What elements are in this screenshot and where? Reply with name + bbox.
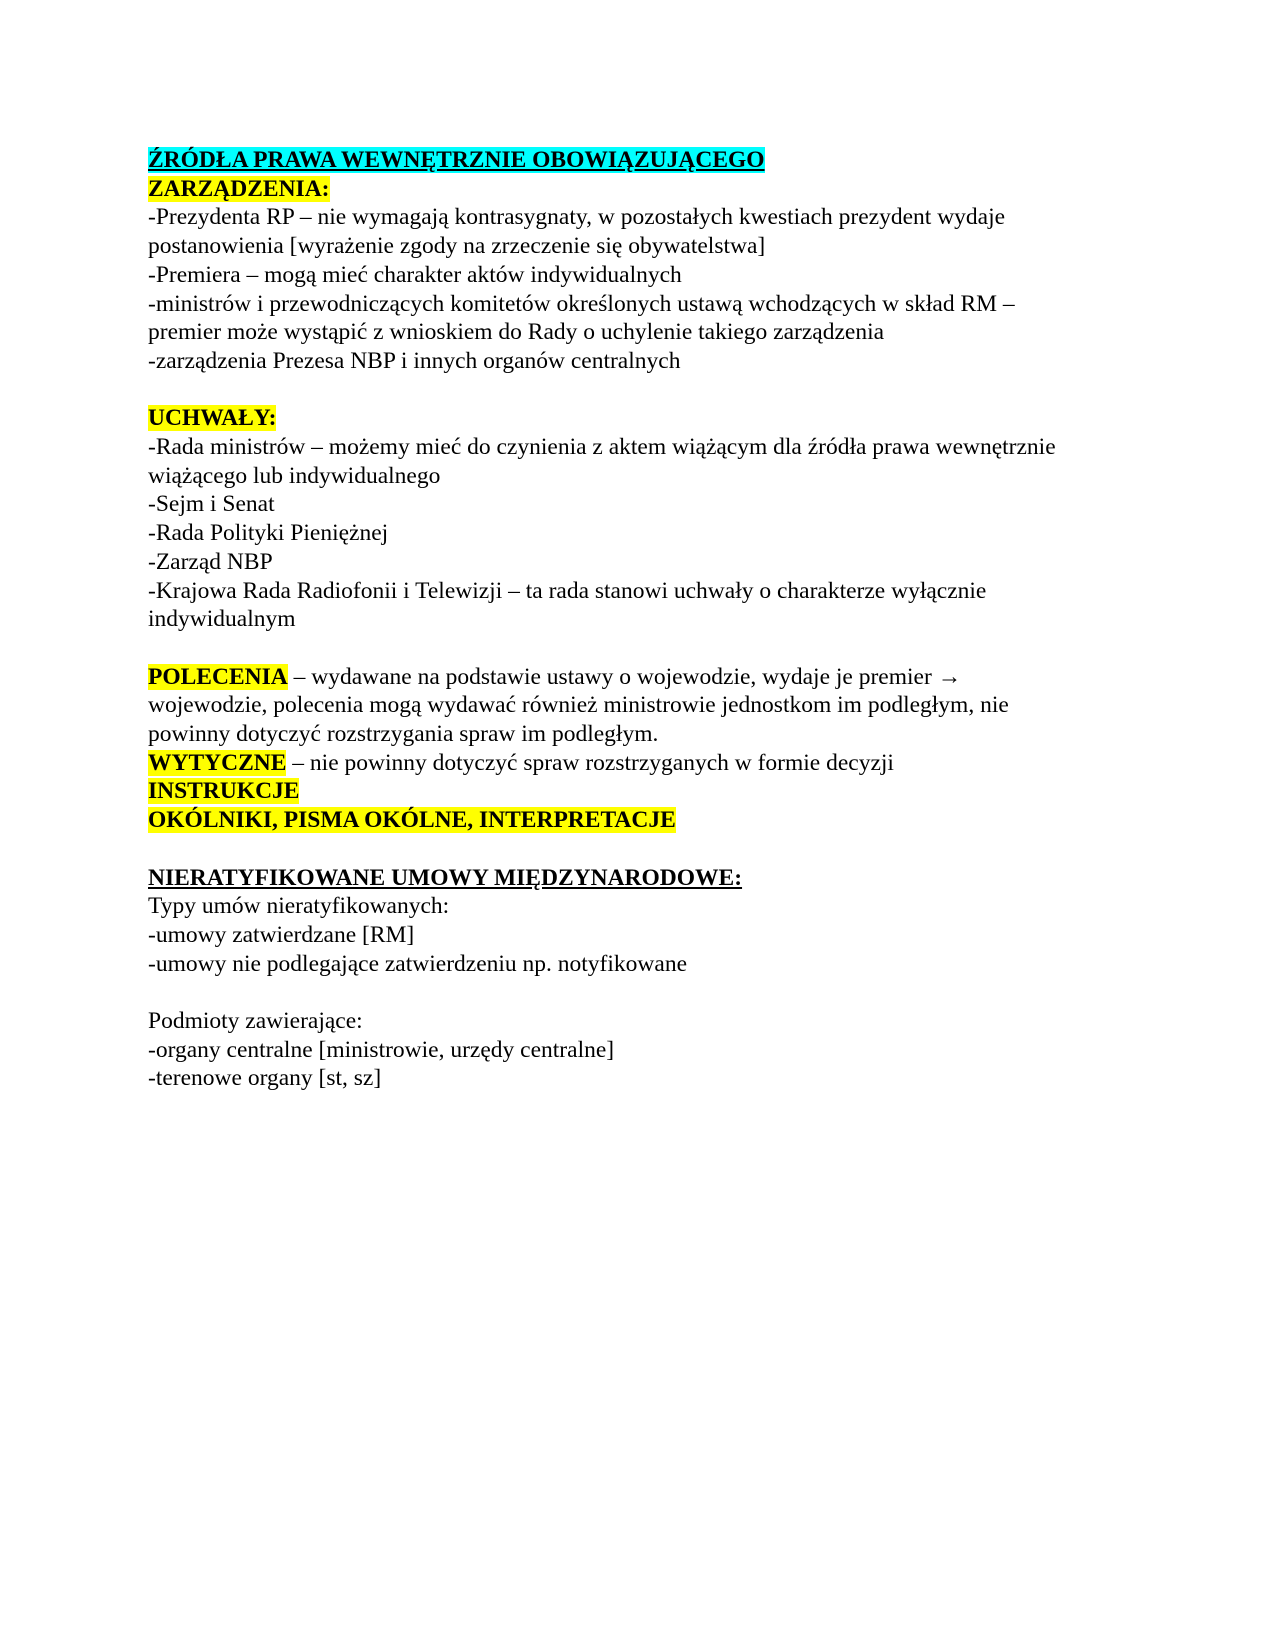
polecenia-heading: POLECENIA <box>148 663 288 690</box>
okolniki-line <box>148 806 1148 835</box>
umowy-heading-line <box>148 864 1148 893</box>
zarzadzenia-line: -Prezydenta RP – nie wymagają kontrasygnaty, w pozostałych kwestiach prezydent wydaje <box>148 204 1006 231</box>
document-page <box>148 146 1148 1093</box>
podmioty-line: -organy centralne [ministrowie, urzędy centralne] <box>148 1036 615 1063</box>
zarzadzenia-line: -ministrów i przewodniczących komitetów określonych ustawą wchodzących w skład RM – <box>148 290 1015 317</box>
podmioty-line: -terenowe organy [st, sz] <box>148 1065 382 1092</box>
spacer <box>148 634 1148 663</box>
uchwaly-line: indywidualnym <box>148 606 296 633</box>
uchwaly-line: -Rada Polityki Pieniężnej <box>148 520 389 547</box>
title-line <box>148 146 1148 175</box>
zarzadzenia-line: -zarządzenia Prezesa NBP i innych organów centralnych <box>148 347 681 374</box>
uchwaly-heading: UCHWAŁY: <box>148 405 277 432</box>
spacer <box>148 835 1148 864</box>
uchwaly-line: -Sejm i Senat <box>148 491 275 518</box>
polecenia-line <box>148 663 1148 692</box>
zarzadzenia-line: -Premiera – mogą mieć charakter aktów indywidualnych <box>148 261 682 288</box>
uchwaly-line: -Zarząd NBP <box>148 548 273 575</box>
uchwaly-line: -Krajowa Rada Radiofonii i Telewizji – ta rada stanowi uchwały o charakterze wyłącznie <box>148 577 987 604</box>
uchwaly-heading-line <box>148 404 1148 433</box>
instrukcje-heading: INSTRUKCJE <box>148 778 300 805</box>
polecenia-text: – wydawane na podstawie ustawy o wojewodzie, wydaje je premier → <box>287 663 962 690</box>
wytyczne-line <box>148 749 1148 778</box>
umowy-line: -umowy nie podlegające zatwierdzeniu np. notyfikowane <box>148 950 687 977</box>
umowy-heading: NIERATYFIKOWANE UMOWY MIĘDZYNARODOWE: <box>148 864 743 891</box>
uchwaly-line: -Rada ministrów – możemy mieć do czynienia z aktem wiążącym dla źródła prawa wewnętrznie <box>148 434 1056 461</box>
umowy-line: -umowy zatwierdzane [RM] <box>148 921 415 948</box>
podmioty-line: Podmioty zawierające: <box>148 1008 363 1035</box>
document-title: ŹRÓDŁA PRAWA WEWNĘTRZNIE OBOWIĄZUJĄCEGO <box>148 147 765 173</box>
polecenia-line: powinny dotyczyć rozstrzygania spraw im podległym. <box>148 721 659 748</box>
zarzadzenia-heading-line <box>148 175 1148 204</box>
wytyczne-text: – nie powinny dotyczyć spraw rozstrzyganych w formie decyzji <box>286 749 894 776</box>
polecenia-line: wojewodzie, polecenia mogą wydawać również ministrowie jednostkom im podległym, nie <box>148 692 1009 719</box>
okolniki-heading: OKÓLNIKI, PISMA OKÓLNE, INTERPRETACJE <box>148 807 676 834</box>
zarzadzenia-line: postanowienia [wyrażenie zgody na zrzeczenie się obywatelstwa] <box>148 233 766 260</box>
spacer <box>148 376 1148 405</box>
umowy-line: Typy umów nieratyfikowanych: <box>148 893 450 920</box>
wytyczne-heading: WYTYCZNE <box>148 749 287 776</box>
uchwaly-line: wiążącego lub indywidualnego <box>148 462 441 489</box>
spacer <box>148 978 1148 1007</box>
zarzadzenia-line: premier może wystąpić z wnioskiem do Rady o uchylenie takiego zarządzenia <box>148 319 885 346</box>
instrukcje-line <box>148 777 1148 806</box>
zarzadzenia-heading: ZARZĄDZENIA: <box>148 175 330 202</box>
